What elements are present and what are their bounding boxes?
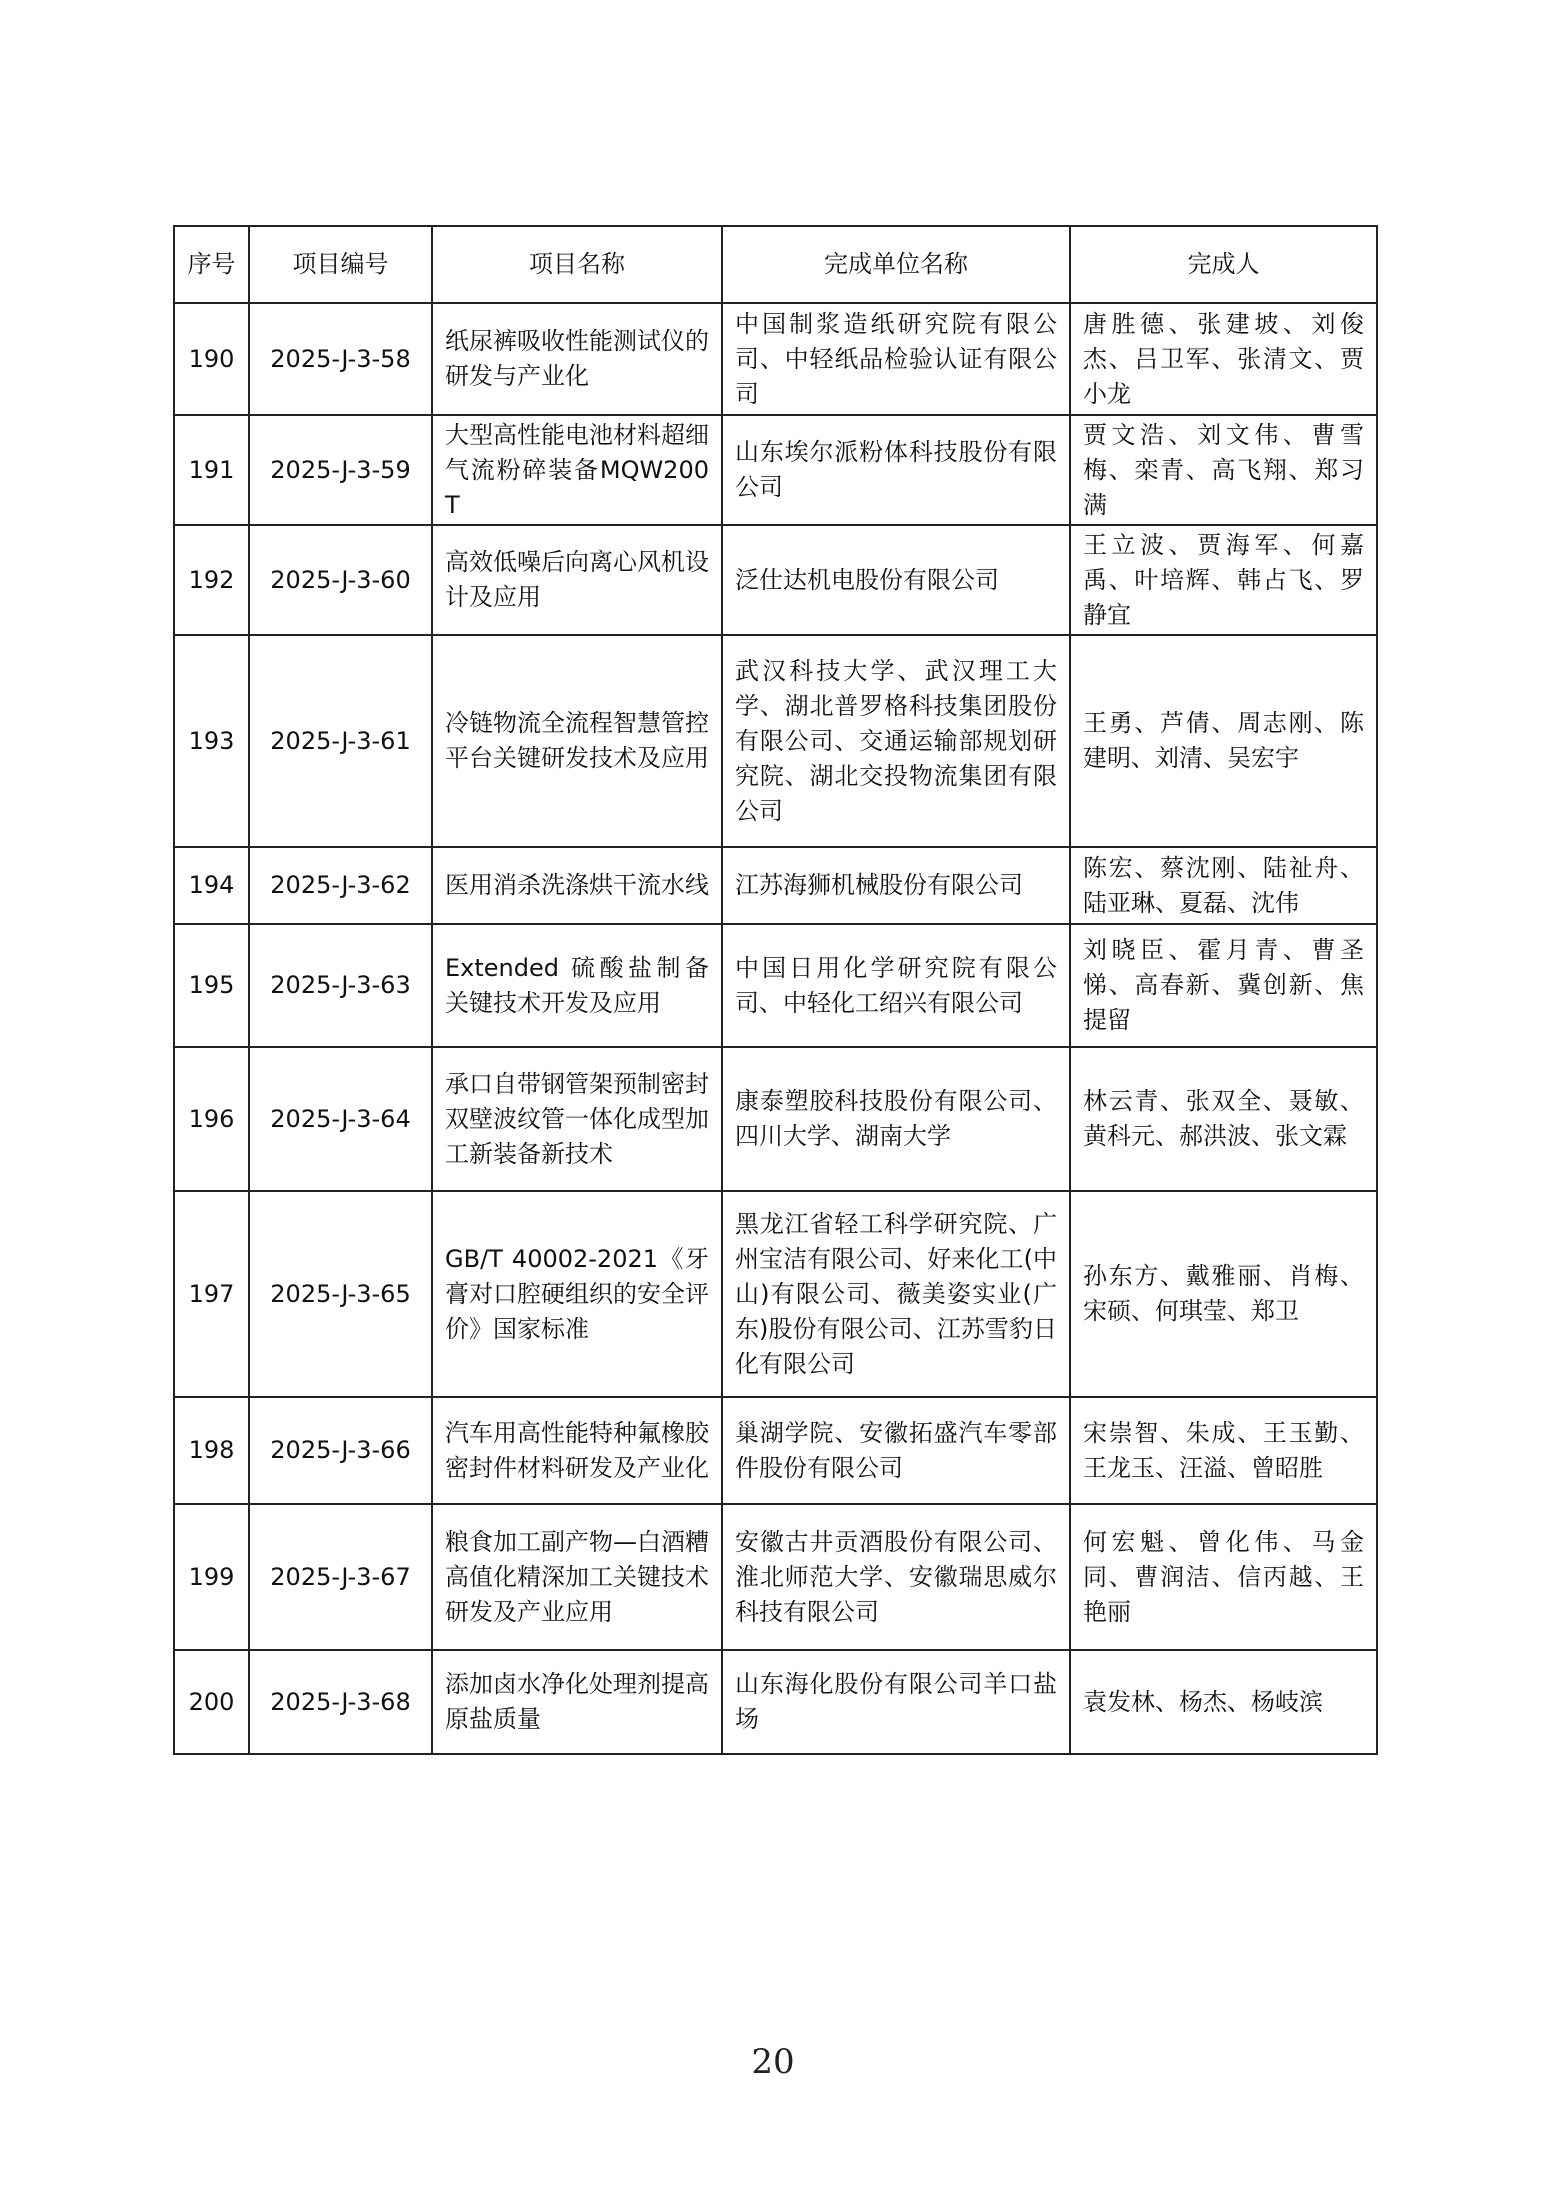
table-row (174, 635, 1377, 847)
cell-people: 孙东方、戴雅丽、肖梅、宋硕、何琪莹、郑卫 (1070, 1191, 1377, 1397)
cell-name: Extended 硫酸盐制备关键技术开发及应用 (432, 924, 722, 1047)
cell-seq: 196 (174, 1047, 249, 1191)
cell-people: 王勇、芦倩、周志刚、陈建明、刘清、吴宏宇 (1070, 635, 1377, 847)
cell-seq: 193 (174, 635, 249, 847)
cell-people: 贾文浩、刘文伟、曹雪梅、栾青、高飞翔、郑习满 (1070, 415, 1377, 525)
table-row (174, 1397, 1377, 1504)
cell-unit: 黑龙江省轻工科学研究院、广州宝洁有限公司、好来化工(中山)有限公司、薇美姿实业(广东)股份有限公司、江苏雪豹日化有限公司 (722, 1191, 1070, 1397)
table-header (174, 226, 1377, 303)
cell-code: 2025-J-3-65 (249, 1191, 432, 1397)
cell-unit: 巢湖学院、安徽拓盛汽车零部件股份有限公司 (722, 1397, 1070, 1504)
header-seq: 序号 (174, 226, 249, 303)
cell-code: 2025-J-3-62 (249, 847, 432, 924)
cell-people: 唐胜德、张建坡、刘俊杰、吕卫军、张清文、贾小龙 (1070, 303, 1377, 415)
page-number: 20 (751, 2042, 795, 2082)
cell-unit: 康泰塑胶科技股份有限公司、四川大学、湖南大学 (722, 1047, 1070, 1191)
cell-people: 何宏魁、曾化伟、马金同、曹润洁、信丙越、王艳丽 (1070, 1504, 1377, 1650)
cell-unit: 泛仕达机电股份有限公司 (722, 525, 1070, 635)
awards-table (173, 225, 1378, 1755)
cell-name: 纸尿裤吸收性能测试仪的研发与产业化 (432, 303, 722, 415)
cell-code: 2025-J-3-67 (249, 1504, 432, 1650)
cell-unit: 山东埃尔派粉体科技股份有限公司 (722, 415, 1070, 525)
cell-people: 袁发林、杨杰、杨岐滨 (1070, 1650, 1377, 1754)
header-unit: 完成单位名称 (722, 226, 1070, 303)
header-row (174, 226, 1377, 303)
cell-people: 林云青、张双全、聂敏、黄科元、郝洪波、张文霖 (1070, 1047, 1377, 1191)
cell-unit: 安徽古井贡酒股份有限公司、淮北师范大学、安徽瑞思威尔科技有限公司 (722, 1504, 1070, 1650)
table-row (174, 1504, 1377, 1650)
cell-code: 2025-J-3-60 (249, 525, 432, 635)
cell-seq: 191 (174, 415, 249, 525)
cell-name: 高效低噪后向离心风机设计及应用 (432, 525, 722, 635)
table-row (174, 924, 1377, 1047)
cell-name: 承口自带钢管架预制密封双壁波纹管一体化成型加工新装备新技术 (432, 1047, 722, 1191)
table-row (174, 415, 1377, 525)
table-row (174, 303, 1377, 415)
header-code: 项目编号 (249, 226, 432, 303)
table-row (174, 1191, 1377, 1397)
header-people: 完成人 (1070, 226, 1377, 303)
table-row (174, 525, 1377, 635)
cell-people: 陈宏、蔡沈刚、陆祉舟、陆亚琳、夏磊、沈伟 (1070, 847, 1377, 924)
cell-seq: 200 (174, 1650, 249, 1754)
cell-seq: 197 (174, 1191, 249, 1397)
cell-seq: 194 (174, 847, 249, 924)
table-row (174, 1650, 1377, 1754)
cell-people: 刘晓臣、霍月青、曹圣悌、高春新、冀创新、焦提留 (1070, 924, 1377, 1047)
cell-name: 医用消杀洗涤烘干流水线 (432, 847, 722, 924)
table-row (174, 1047, 1377, 1191)
cell-code: 2025-J-3-66 (249, 1397, 432, 1504)
cell-seq: 190 (174, 303, 249, 415)
cell-name: 添加卤水净化处理剂提高原盐质量 (432, 1650, 722, 1754)
cell-name: 大型高性能电池材料超细气流粉碎装备MQW200T (432, 415, 722, 525)
cell-name: 冷链物流全流程智慧管控平台关键研发技术及应用 (432, 635, 722, 847)
cell-code: 2025-J-3-58 (249, 303, 432, 415)
cell-code: 2025-J-3-68 (249, 1650, 432, 1754)
cell-unit: 江苏海狮机械股份有限公司 (722, 847, 1070, 924)
cell-people: 宋崇智、朱成、王玉勤、王龙玉、汪溢、曾昭胜 (1070, 1397, 1377, 1504)
cell-name: GB/T 40002-2021《牙膏对口腔硬组织的安全评价》国家标准 (432, 1191, 722, 1397)
cell-seq: 192 (174, 525, 249, 635)
cell-unit: 中国日用化学研究院有限公司、中轻化工绍兴有限公司 (722, 924, 1070, 1047)
cell-seq: 199 (174, 1504, 249, 1650)
cell-code: 2025-J-3-61 (249, 635, 432, 847)
cell-seq: 198 (174, 1397, 249, 1504)
cell-people: 王立波、贾海军、何嘉禹、叶培辉、韩占飞、罗静宜 (1070, 525, 1377, 635)
cell-code: 2025-J-3-63 (249, 924, 432, 1047)
cell-name: 粮食加工副产物—白酒糟高值化精深加工关键技术研发及产业应用 (432, 1504, 722, 1650)
cell-name: 汽车用高性能特种氟橡胶密封件材料研发及产业化 (432, 1397, 722, 1504)
cell-code: 2025-J-3-64 (249, 1047, 432, 1191)
cell-unit: 武汉科技大学、武汉理工大学、湖北普罗格科技集团股份有限公司、交通运输部规划研究院、湖北交投物流集团有限公司 (722, 635, 1070, 847)
header-name: 项目名称 (432, 226, 722, 303)
table-body (174, 303, 1377, 1754)
cell-unit: 山东海化股份有限公司羊口盐场 (722, 1650, 1070, 1754)
cell-code: 2025-J-3-59 (249, 415, 432, 525)
table-row (174, 847, 1377, 924)
cell-seq: 195 (174, 924, 249, 1047)
cell-unit: 中国制浆造纸研究院有限公司、中轻纸品检验认证有限公司 (722, 303, 1070, 415)
